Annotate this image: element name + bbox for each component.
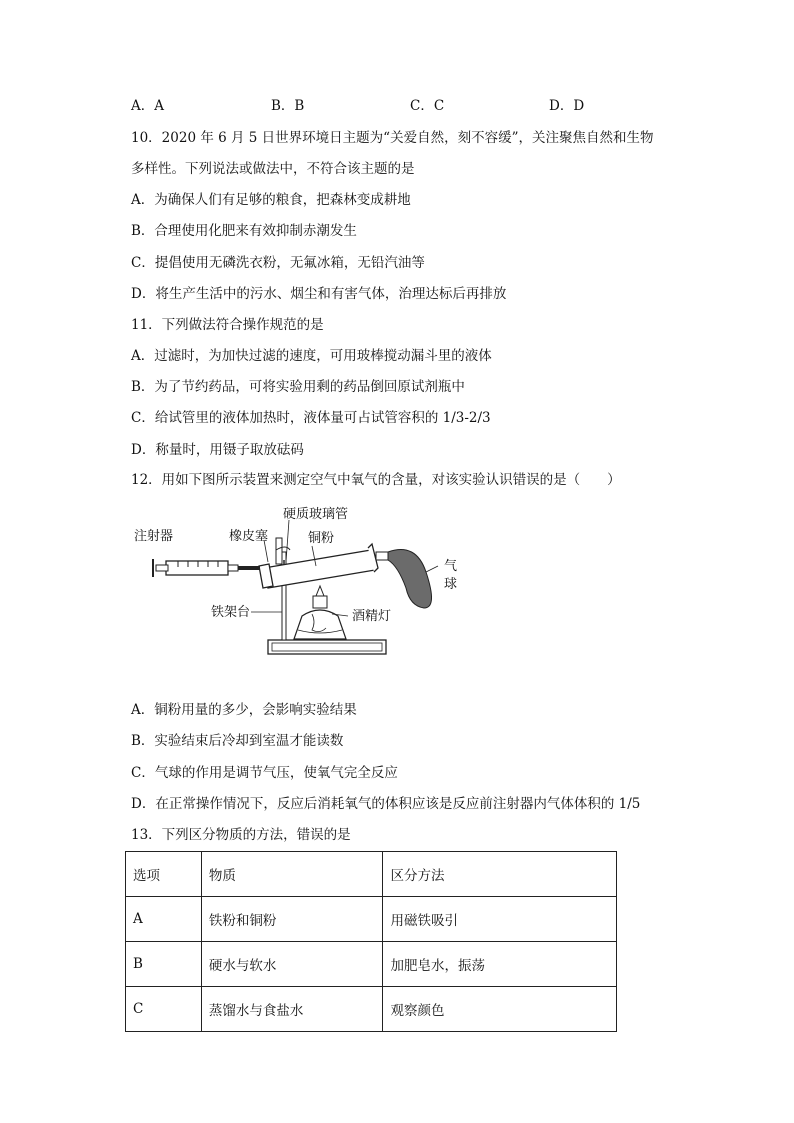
table-row — [126, 897, 617, 942]
q10-option-c: C．提倡使用无磷洗衣粉，无氟冰箱，无铅汽油等 — [131, 255, 425, 271]
cell-option: A — [126, 897, 202, 942]
cell-method: 加肥皂水，振荡 — [383, 942, 617, 987]
q12-option-a: A．铜粉用量的多少，会影响实验结果 — [131, 702, 357, 718]
label-balloon-1: 气 — [444, 559, 458, 574]
label-iron-stand: 铁架台 — [211, 605, 251, 620]
cell-option: B — [126, 942, 202, 987]
table-row — [126, 942, 617, 987]
cell-method: 观察颜色 — [383, 987, 617, 1032]
apparatus-diagram — [126, 504, 466, 660]
q9-option-d: D．D — [549, 98, 585, 114]
q9-option-c: C．C — [410, 98, 445, 114]
q12-stem: 12．用如下图所示装置来测定空气中氧气的含量，对该实验认识错误的是（ ） — [131, 472, 621, 488]
q12-option-b: B．实验结束后冷却到室温才能读数 — [131, 733, 344, 749]
cell-substance: 蒸馏水与食盐水 — [201, 987, 383, 1032]
table-header-row — [126, 852, 617, 897]
label-alcohol-lamp: 酒精灯 — [352, 609, 392, 624]
q12-option-d: D．在正常操作情况下，反应后消耗氧气的体积应该是反应前注射器内气体体积的 1/5 — [131, 796, 641, 812]
q11-option-d: D．称量时，用镊子取放砝码 — [131, 442, 304, 458]
q10-option-a: A．为确保人们有足够的粮食，把森林变成耕地 — [131, 192, 411, 208]
q9-option-b: B．B — [271, 98, 305, 114]
label-rubber-stopper: 橡皮塞 — [229, 529, 269, 544]
cell-option: C — [126, 987, 202, 1032]
q11-option-b: B．为了节约药品，可将实验用剩的药品倒回原试剂瓶中 — [131, 379, 465, 395]
cell-substance: 硬水与软水 — [201, 942, 383, 987]
label-glass-tube: 硬质玻璃管 — [283, 507, 349, 522]
balloon — [388, 550, 432, 609]
alcohol-lamp — [294, 610, 346, 639]
q10-option-d: D．将生产生活中的污水、烟尘和有害气体，治理达标后再排放 — [131, 286, 507, 302]
q13-table — [125, 851, 617, 1032]
q13-stem: 13．下列区分物质的方法，错误的是 — [131, 827, 351, 843]
header-option: 选项 — [126, 852, 202, 897]
q10-stem-line1: 10．2020 年 6 月 5 日世界环境日主题为“关爱自然，刻不容缓”，关注聚焦自然和生物 — [131, 130, 654, 146]
header-method: 区分方法 — [383, 852, 617, 897]
q11-option-c: C．给试管里的液体加热时，液体量可占试管容积的 1/3-2/3 — [131, 410, 491, 426]
header-substance: 物质 — [201, 852, 383, 897]
syringe — [166, 561, 228, 575]
stand-base — [268, 640, 386, 654]
q10-option-b: B．合理使用化肥来有效抑制赤潮发生 — [131, 223, 357, 239]
cell-substance: 铁粉和铜粉 — [201, 897, 383, 942]
label-copper-powder: 铜粉 — [308, 531, 335, 546]
q11-option-a: A．过滤时，为加快过滤的速度，可用玻棒搅动漏斗里的液体 — [131, 348, 492, 364]
q12-option-c: C．气球的作用是调节气压，使氧气完全反应 — [131, 765, 398, 781]
table-row — [126, 987, 617, 1032]
q9-option-a: A．A — [131, 98, 164, 114]
q10-stem-line2: 多样性。下列说法或做法中，不符合该主题的是 — [131, 161, 415, 177]
q11-stem: 11．下列做法符合操作规范的是 — [131, 317, 324, 333]
label-syringe: 注射器 — [134, 529, 174, 544]
cell-method: 用磁铁吸引 — [383, 897, 617, 942]
label-balloon-2: 球 — [444, 577, 458, 592]
